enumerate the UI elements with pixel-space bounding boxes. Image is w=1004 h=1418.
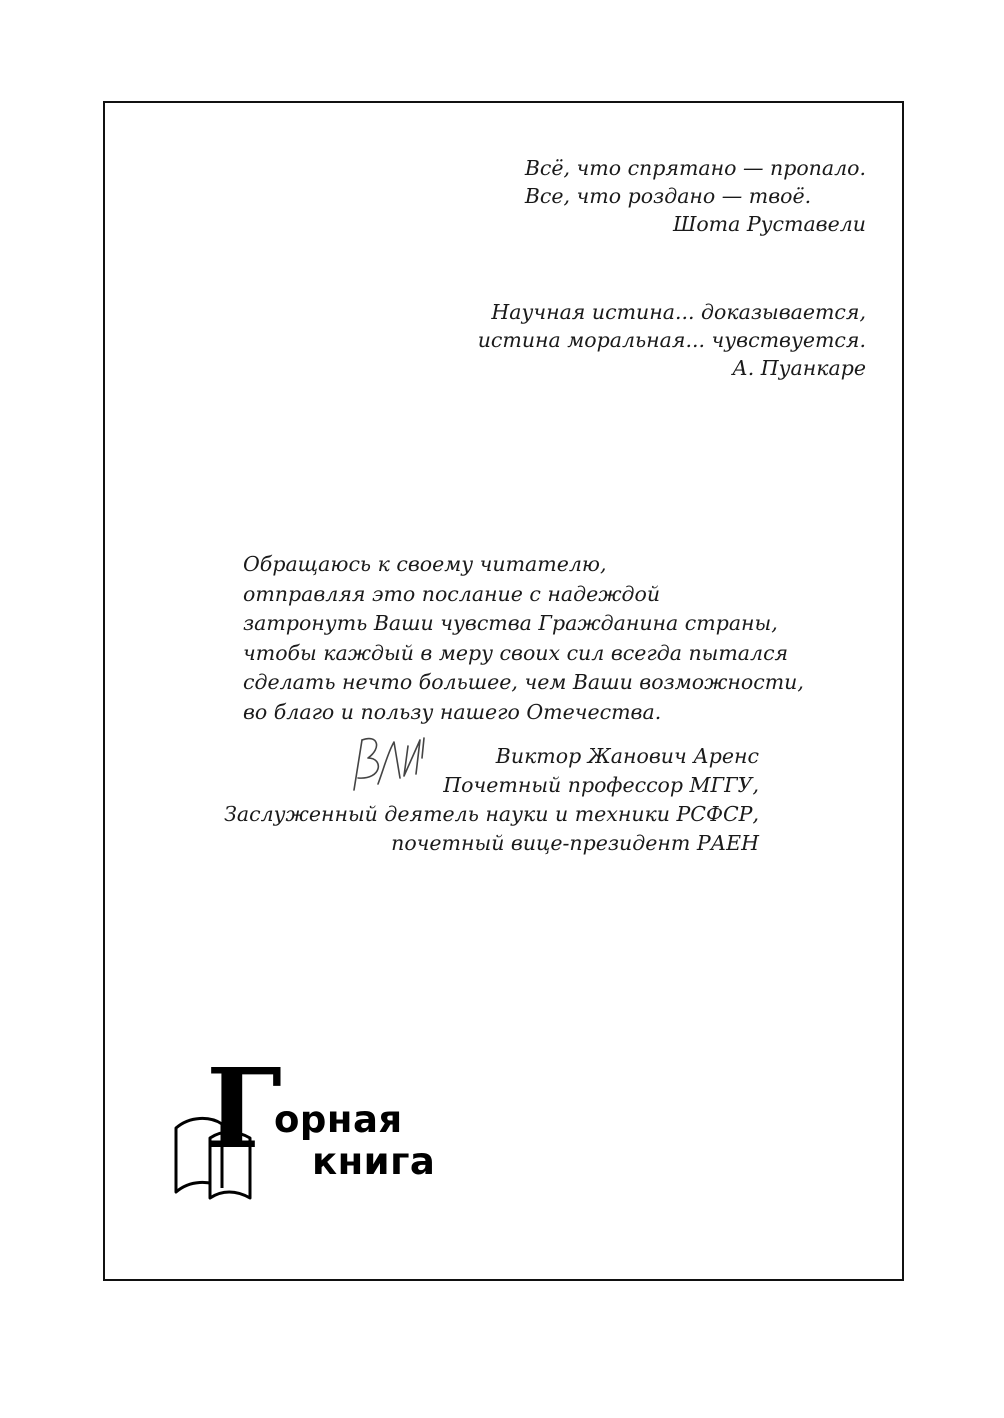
dedication-line: отправляя это послание с надеждой <box>243 581 661 606</box>
dedication-text <box>243 550 804 727</box>
epigraph-line: Всё, что спрятано — пропало. <box>524 156 866 180</box>
publisher-logo <box>166 1044 446 1210</box>
epigraph-line: истина моральная... чувствуется. <box>477 328 866 352</box>
dedication-line: затронуть Ваши чувства Гражданина страны, <box>243 611 778 635</box>
dedication-line: Обращаюсь к своему читателю, <box>243 552 607 576</box>
epigraph-author: А. Пуанкаре <box>732 356 866 380</box>
signature-block <box>224 742 759 858</box>
author-title: Почетный профессор МГГУ, <box>443 773 759 797</box>
dedication-line: сделать нечто большее, чем Ваши возможности, <box>243 670 804 694</box>
dedication-line: во благо и пользу нашего Отечества. <box>243 699 662 724</box>
epigraph-line: Все, что роздано — твоё. <box>524 184 812 208</box>
epigraph-line: Научная истина... доказывается, <box>491 300 866 324</box>
dedication-line: чтобы каждый в меру своих сил всегда пытался <box>243 640 789 665</box>
author-title: почетный вице-президент РАЕН <box>391 831 759 855</box>
logo-initial: Г <box>206 1044 282 1173</box>
epigraph-poincare <box>478 298 866 382</box>
logo-word-1: орная <box>274 1098 403 1141</box>
logo-word-2: книга <box>312 1140 436 1183</box>
epigraph-author: Шота Руставели <box>672 212 866 236</box>
author-title: Заслуженный деятель науки и техники РСФСР, <box>224 802 759 826</box>
author-name: Виктор Жанович Аренс <box>495 744 759 768</box>
epigraph-rustaveli <box>525 154 866 238</box>
